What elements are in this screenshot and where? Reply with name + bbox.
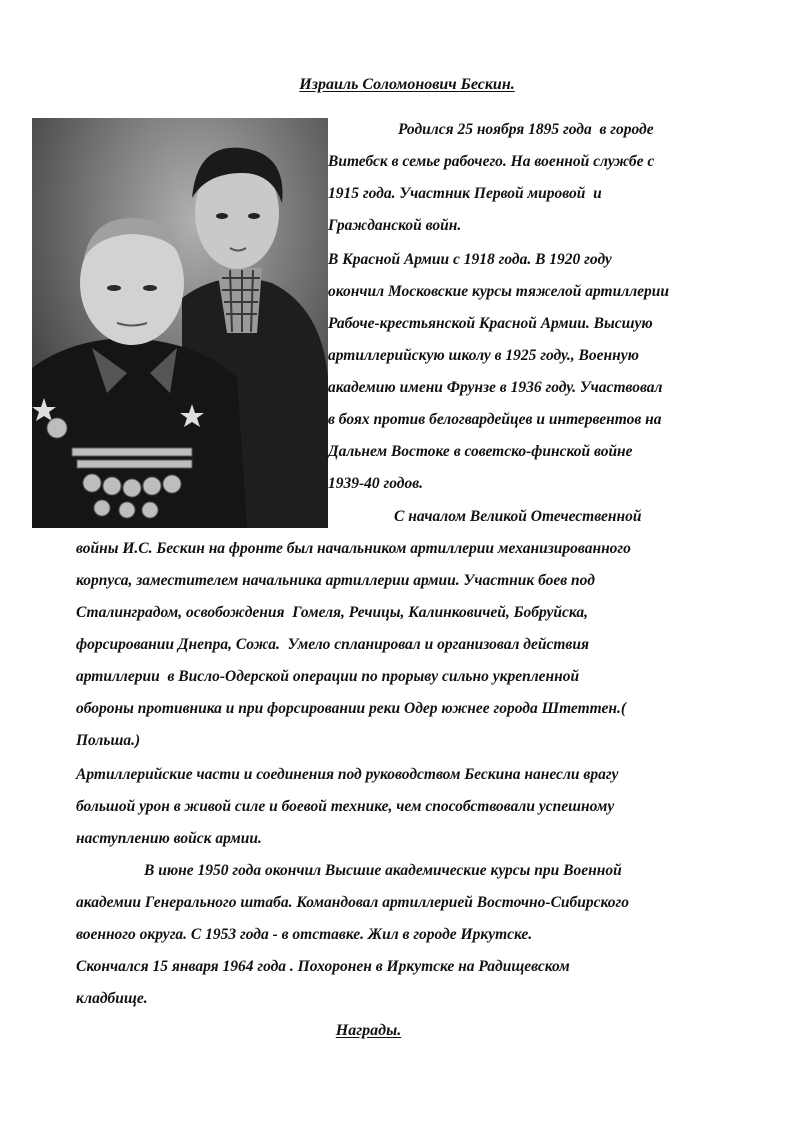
portrait-illustration bbox=[32, 118, 328, 528]
intro-line: В Красной Армии с 1918 года. В 1920 году bbox=[328, 251, 612, 268]
body-line: войны И.С. Бескин на фронте был начальником артиллерии механизированного bbox=[76, 540, 631, 557]
body-line: кладбище. bbox=[76, 990, 148, 1007]
body-line: форсировании Днепра, Сожа. Умело спланировал и организовал действия bbox=[76, 636, 589, 653]
body-line: Польша.) bbox=[76, 732, 141, 749]
intro-line: 1939-40 годов. bbox=[328, 475, 424, 492]
body-line: корпуса, заместителем начальника артиллерии армии. Участник боев под bbox=[76, 572, 595, 589]
body-line: артиллерии в Висло-Одерской операции по прорыву сильно укрепленной bbox=[76, 668, 580, 685]
intro-line: окончил Московские курсы тяжелой артиллерии bbox=[328, 283, 670, 300]
intro-line: 1915 года. Участник Первой мировой и bbox=[328, 185, 602, 202]
intro-line: Витебск в семье рабочего. На военной службе с bbox=[328, 153, 655, 170]
body-line: большой урон в живой силе и боевой технике, чем способствовали успешному bbox=[76, 798, 615, 815]
body-line: военного округа. С 1953 года - в отставке. Жил в городе Иркутске. bbox=[76, 926, 533, 943]
body-line: Сталинградом, освобождения Гомеля, Речицы, Калинковичей, Бобруйска, bbox=[76, 604, 588, 621]
body-line: академии Генерального штаба. Командовал артиллерией Восточно-Сибирского bbox=[76, 894, 629, 911]
intro-line: Гражданской войн. bbox=[328, 217, 462, 234]
intro-line: в боях против белогвардейцев и интервентов на bbox=[328, 411, 662, 428]
body-line: обороны противника и при форсировании реки Одер южнее города Штеттен.( bbox=[76, 700, 627, 717]
intro-line: академию имени Фрунзе в 1936 году. Участвовал bbox=[328, 379, 663, 396]
intro-line: С началом Великой Отечественной bbox=[394, 508, 642, 525]
body-line: Артиллерийские части и соединения под руководством Бескина нанесли врагу bbox=[76, 766, 619, 783]
intro-line: Рабоче-крестьянской Красной Армии. Высшую bbox=[328, 315, 653, 332]
portrait-photo bbox=[32, 118, 328, 528]
page-title: Израиль Соломонович Бескин. bbox=[299, 76, 515, 93]
intro-line: артиллерийскую школу в 1925 году., Военную bbox=[328, 347, 639, 364]
body-line: В июне 1950 года окончил Высшие академические курсы при Военной bbox=[144, 862, 622, 879]
intro-line: Родился 25 ноября 1895 года в городе bbox=[398, 121, 654, 138]
intro-line: Дальнем Востоке в советско-финской войне bbox=[328, 443, 633, 460]
body-line: Скончался 15 января 1964 года . Похоронен в Иркутске на Радищевском bbox=[76, 958, 570, 975]
body-line: наступлению войск армии. bbox=[76, 830, 262, 847]
awards-heading: Награды. bbox=[335, 1022, 402, 1039]
